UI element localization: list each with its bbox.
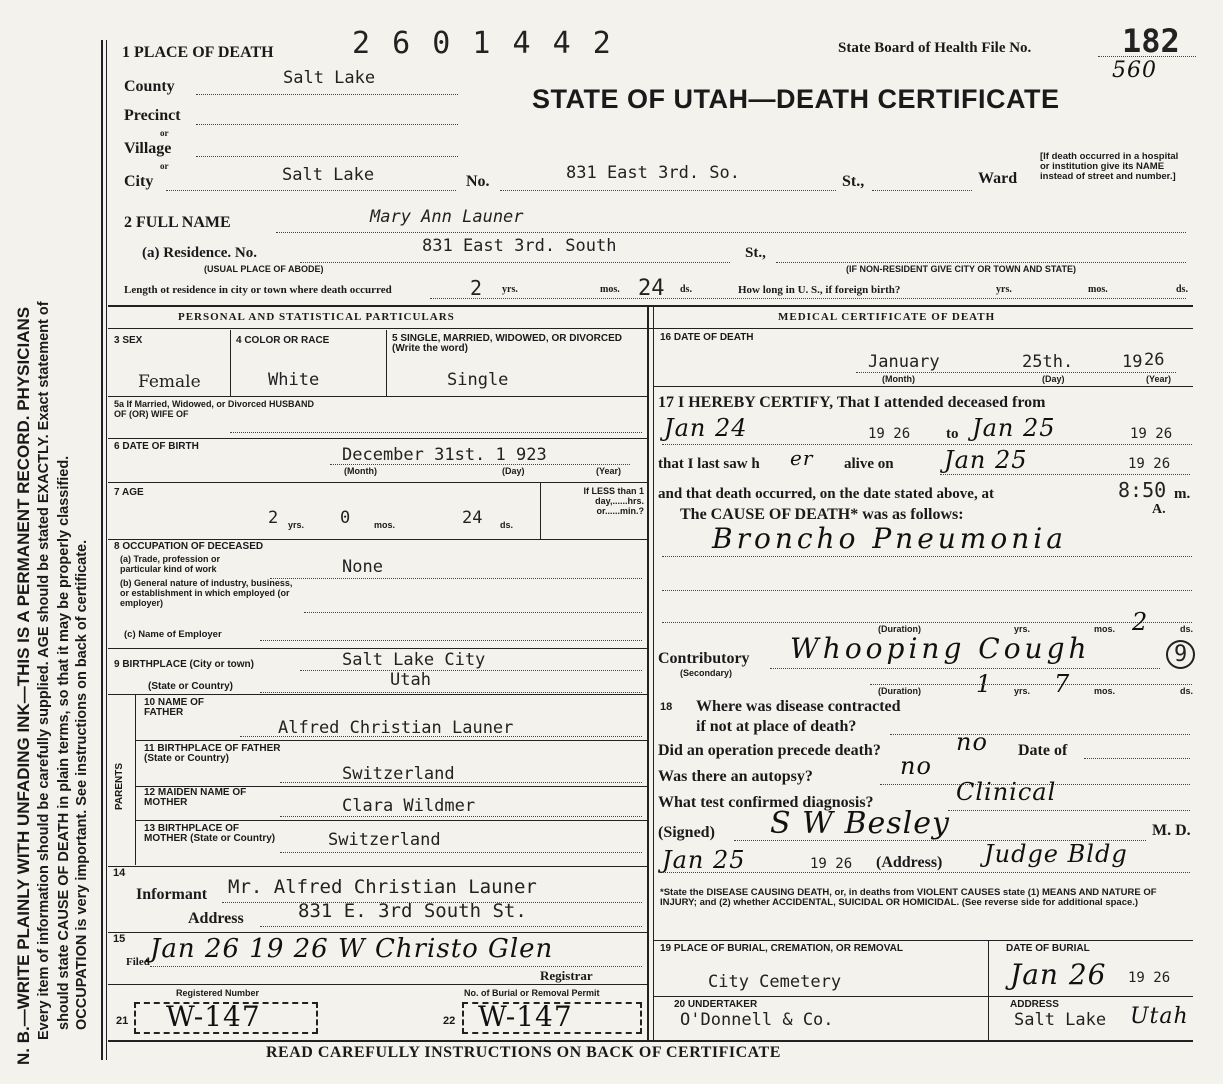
- side-note-2: Every item of information should be carefully supplied. AGE should be stated EXACTLY. Exact statement of: [36, 301, 52, 1040]
- cause-label: The CAUSE OF DEATH* was as follows:: [680, 506, 964, 523]
- informant-value: Mr. Alfred Christian Launer: [228, 876, 537, 898]
- length-residence-label: Length ot residence in city or town where death occurred: [124, 284, 392, 296]
- contributory-code: 9: [1166, 640, 1195, 669]
- personal-heading: PERSONAL AND STATISTICAL PARTICULARS: [178, 311, 455, 323]
- marital-value: Single: [447, 370, 509, 390]
- operation-answer: no: [956, 728, 988, 756]
- age-years: 2: [268, 508, 279, 528]
- file-no-label: State Board of Health File No.: [838, 40, 1032, 56]
- county-label: County: [124, 78, 175, 95]
- residence-value: 831 East 3rd. South: [422, 236, 617, 256]
- attended-to: Jan 25: [972, 414, 1056, 442]
- medical-heading: MEDICAL CERTIFICATE OF DEATH: [778, 311, 996, 323]
- contributory-cause: Whooping Cough: [790, 632, 1091, 665]
- footnote: *State the DISEASE CAUSING DEATH, or, in deaths from VIOLENT CAUSES state (1) MEANS AND NATURE OF INJURY; and (2) whether ACCIDENTAL, SUICIDAL OR HOMICIDAL. (See reverse side for additional space.): [660, 887, 1157, 908]
- filed-signature: Jan 26 19 26 W Christo Glen: [150, 934, 554, 964]
- ward-label: Ward: [978, 170, 1018, 187]
- signed-date: Jan 25: [662, 846, 746, 874]
- ward-note: [If death occurred in a hospital or institution give its NAME instead of street and number.]: [1040, 151, 1179, 182]
- footer-instructions: READ CAREFULLY INSTRUCTIONS ON BACK OF CERTIFICATE: [266, 1044, 781, 1061]
- color-value: White: [268, 370, 320, 390]
- dob-value: December 31st. 1 923: [342, 445, 547, 465]
- sex-value: Female: [138, 372, 201, 392]
- age-months: 0: [340, 508, 351, 528]
- autopsy-answer: no: [900, 752, 932, 780]
- village-label: Village: [124, 140, 172, 157]
- burial-date: Jan 26: [1010, 958, 1107, 991]
- full-name-value: Mary Ann Launer: [370, 207, 524, 227]
- father-birthplace: Switzerland: [342, 764, 455, 784]
- side-note-3: should state CAUSE OF DEATH in plain terms, so that it may be properly classified.: [56, 455, 72, 1030]
- how-long-label: How long in U. S., if foreign birth?: [738, 284, 901, 296]
- informant-address: 831 E. 3rd South St.: [298, 900, 527, 922]
- undertaker-address: Salt Lake: [1014, 1010, 1107, 1030]
- undertaker: O'Donnell & Co.: [680, 1010, 834, 1030]
- county-value: Salt Lake: [283, 68, 376, 88]
- registrar-label: Registrar: [540, 968, 593, 983]
- age-days: 24: [462, 508, 483, 528]
- test-label: What test confirmed diagnosis?: [658, 794, 874, 811]
- death-day: 25th.: [1022, 352, 1074, 372]
- st-label: St.,: [842, 173, 865, 190]
- certificate-title: STATE OF UTAH—DEATH CERTIFICATE: [532, 84, 1060, 114]
- signed-label: (Signed): [658, 824, 715, 841]
- informant-label: Informant: [136, 886, 208, 903]
- death-time: 8:50: [1118, 478, 1167, 502]
- informant-address-label: Address: [188, 910, 244, 927]
- precinct-label: Precinct: [124, 107, 181, 124]
- file-no-secondary: 560: [1112, 58, 1157, 83]
- physician-address: Judge Bldg: [984, 840, 1128, 868]
- mother-name: Clara Wildmer: [342, 796, 476, 816]
- cause-of-death: Broncho Pneumonia: [712, 522, 1067, 555]
- last-seen-date: Jan 25: [944, 446, 1028, 474]
- no-label: No.: [466, 173, 490, 190]
- full-name-label: 2 FULL NAME: [124, 214, 231, 231]
- birthplace-city: Salt Lake City: [342, 650, 486, 670]
- physician-signature: S W Besley: [770, 806, 950, 841]
- occupation-value: None: [342, 557, 383, 577]
- registered-number: W-147: [166, 1000, 261, 1033]
- death-month: January: [868, 352, 940, 372]
- place-of-death-label: 1 PLACE OF DEATH: [122, 44, 274, 61]
- death-year: 26: [1144, 350, 1165, 370]
- certify-text: 17 I HEREBY CERTIFY, That I attended deceased from: [658, 394, 1046, 411]
- birthplace-state: Utah: [390, 670, 431, 690]
- mother-birthplace: Switzerland: [328, 830, 441, 850]
- side-note-4: OCCUPATION is very important. See instructions on back of certificate.: [74, 539, 90, 1030]
- burial-place: City Cemetery: [708, 972, 842, 992]
- residence-label: (a) Residence. No.: [142, 245, 257, 261]
- nonresident-note: (IF NON-RESIDENT GIVE CITY OR TOWN AND STATE): [846, 264, 1077, 274]
- file-no: 182: [1122, 22, 1180, 60]
- city-value: Salt Lake: [282, 165, 375, 185]
- street-value: 831 East 3rd. So.: [566, 163, 740, 183]
- permit-number: W-147: [478, 1000, 573, 1033]
- operation-label: Did an operation precede death?: [658, 742, 881, 759]
- attended-from: Jan 24: [664, 414, 748, 442]
- father-name: Alfred Christian Launer: [278, 718, 514, 738]
- side-note-1: N. B.—WRITE PLAINLY WITH UNFADING INK—THIS IS A PERMANENT RECORD. PHYSICIANS: [14, 306, 33, 1065]
- test-answer: Clinical: [956, 778, 1057, 806]
- cert-number: 2 6 0 1 4 4 2: [352, 26, 613, 61]
- city-label: City: [124, 173, 154, 190]
- contributory-label: Contributory: [658, 650, 750, 667]
- autopsy-label: Was there an autopsy?: [658, 768, 813, 785]
